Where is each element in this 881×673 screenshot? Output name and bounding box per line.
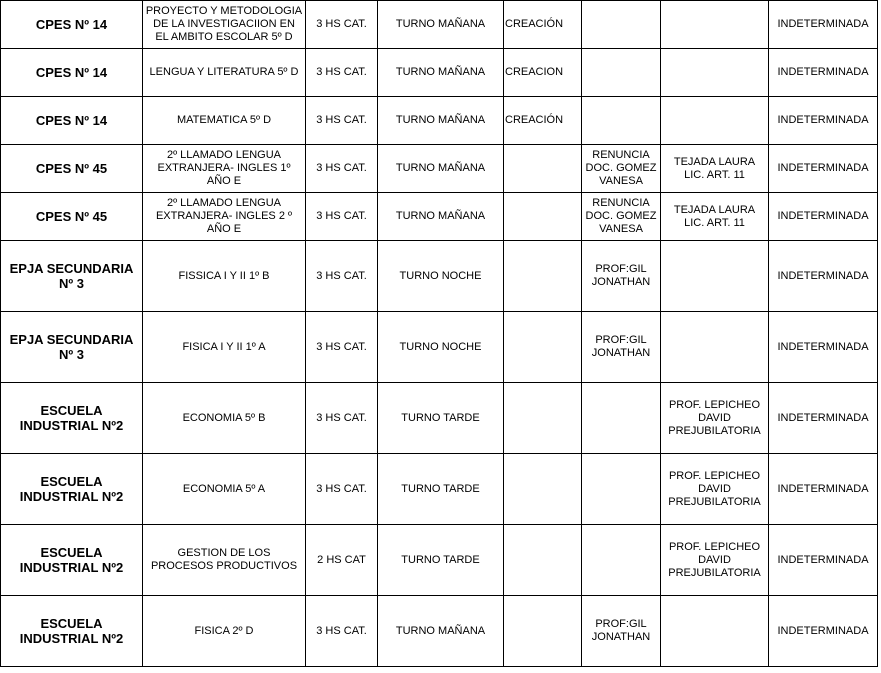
reason-cell: RENUNCIA DOC. GOMEZ VANESA (582, 145, 661, 193)
duration-cell: INDETERMINADA (769, 193, 878, 241)
table-row (1, 97, 878, 145)
reason-cell (582, 525, 661, 596)
replaced-cell: TEJADA LAURA LIC. ART. 11 (661, 145, 769, 193)
duration-cell: INDETERMINADA (769, 1, 878, 49)
hours-cell: 3 HS CAT. (306, 596, 378, 667)
subject-cell: FISICA 2º D (143, 596, 306, 667)
reason-cell (582, 97, 661, 145)
duration-cell: INDETERMINADA (769, 241, 878, 312)
type-cell (504, 454, 582, 525)
shift-cell: TURNO MAÑANA (378, 97, 504, 145)
school-cell: EPJA SECUNDARIA Nº 3 (1, 312, 143, 383)
hours-cell: 3 HS CAT. (306, 454, 378, 525)
duration-cell: INDETERMINADA (769, 454, 878, 525)
hours-cell: 3 HS CAT. (306, 383, 378, 454)
type-cell: CREACIÓN (504, 97, 582, 145)
table-row (1, 525, 878, 596)
replaced-cell (661, 312, 769, 383)
shift-cell: TURNO NOCHE (378, 241, 504, 312)
replaced-cell (661, 97, 769, 145)
school-cell: ESCUELA INDUSTRIAL Nº2 (1, 454, 143, 525)
subject-cell: FISICA I Y II 1º A (143, 312, 306, 383)
duration-cell: INDETERMINADA (769, 49, 878, 97)
replaced-cell (661, 1, 769, 49)
shift-cell: TURNO MAÑANA (378, 193, 504, 241)
table-row (1, 1, 878, 49)
type-cell (504, 241, 582, 312)
subject-cell: 2º LLAMADO LENGUA EXTRANJERA- INGLES 1º AÑO E (143, 145, 306, 193)
type-cell: CREACION (504, 49, 582, 97)
reason-cell (582, 383, 661, 454)
reason-cell: PROF:GIL JONATHAN (582, 241, 661, 312)
reason-cell: RENUNCIA DOC. GOMEZ VANESA (582, 193, 661, 241)
replaced-cell: PROF. LEPICHEO DAVID PREJUBILATORIA (661, 525, 769, 596)
replaced-cell (661, 596, 769, 667)
subject-cell: ECONOMIA 5º A (143, 454, 306, 525)
reason-cell: PROF:GIL JONATHAN (582, 312, 661, 383)
table-row (1, 383, 878, 454)
school-cell: CPES Nº 45 (1, 193, 143, 241)
duration-cell: INDETERMINADA (769, 383, 878, 454)
shift-cell: TURNO MAÑANA (378, 49, 504, 97)
subject-cell: LENGUA Y LITERATURA 5º D (143, 49, 306, 97)
replaced-cell: PROF. LEPICHEO DAVID PREJUBILATORIA (661, 454, 769, 525)
shift-cell: TURNO TARDE (378, 525, 504, 596)
type-cell (504, 193, 582, 241)
subject-cell: PROYECTO Y METODOLOGIA DE LA INVESTIGACIION EN EL AMBITO ESCOLAR 5º D (143, 1, 306, 49)
reason-cell (582, 454, 661, 525)
table-row (1, 193, 878, 241)
type-cell (504, 525, 582, 596)
replaced-cell (661, 241, 769, 312)
school-cell: CPES Nº 14 (1, 49, 143, 97)
shift-cell: TURNO MAÑANA (378, 145, 504, 193)
school-cell: CPES Nº 14 (1, 1, 143, 49)
shift-cell: TURNO TARDE (378, 383, 504, 454)
hours-cell: 3 HS CAT. (306, 1, 378, 49)
type-cell: CREACIÓN (504, 1, 582, 49)
type-cell (504, 145, 582, 193)
subject-cell: MATEMATICA 5º D (143, 97, 306, 145)
school-cell: ESCUELA INDUSTRIAL Nº2 (1, 596, 143, 667)
hours-cell: 3 HS CAT. (306, 193, 378, 241)
shift-cell: TURNO MAÑANA (378, 1, 504, 49)
hours-cell: 3 HS CAT. (306, 312, 378, 383)
replaced-cell: TEJADA LAURA LIC. ART. 11 (661, 193, 769, 241)
hours-cell: 3 HS CAT. (306, 241, 378, 312)
type-cell (504, 312, 582, 383)
duration-cell: INDETERMINADA (769, 525, 878, 596)
shift-cell: TURNO TARDE (378, 454, 504, 525)
table-row (1, 312, 878, 383)
duration-cell: INDETERMINADA (769, 97, 878, 145)
shift-cell: TURNO NOCHE (378, 312, 504, 383)
shift-cell: TURNO MAÑANA (378, 596, 504, 667)
school-cell: EPJA SECUNDARIA Nº 3 (1, 241, 143, 312)
duration-cell: INDETERMINADA (769, 145, 878, 193)
subject-cell: ECONOMIA 5º B (143, 383, 306, 454)
table-row (1, 49, 878, 97)
hours-cell: 2 HS CAT (306, 525, 378, 596)
school-cell: CPES Nº 14 (1, 97, 143, 145)
subject-cell: 2º LLAMADO LENGUA EXTRANJERA- INGLES 2 º AÑO E (143, 193, 306, 241)
hours-cell: 3 HS CAT. (306, 49, 378, 97)
subject-cell: GESTION DE LOS PROCESOS PRODUCTIVOS (143, 525, 306, 596)
reason-cell (582, 1, 661, 49)
table-row (1, 145, 878, 193)
reason-cell: PROF:GIL JONATHAN (582, 596, 661, 667)
school-cell: ESCUELA INDUSTRIAL Nº2 (1, 383, 143, 454)
type-cell (504, 383, 582, 454)
subject-cell: FISSICA I Y II 1º B (143, 241, 306, 312)
hours-cell: 3 HS CAT. (306, 97, 378, 145)
reason-cell (582, 49, 661, 97)
school-cell: CPES Nº 45 (1, 145, 143, 193)
replaced-cell: PROF. LEPICHEO DAVID PREJUBILATORIA (661, 383, 769, 454)
school-cell: ESCUELA INDUSTRIAL Nº2 (1, 525, 143, 596)
replaced-cell (661, 49, 769, 97)
duration-cell: INDETERMINADA (769, 596, 878, 667)
table-row (1, 454, 878, 525)
table-row (1, 596, 878, 667)
table-row (1, 241, 878, 312)
duration-cell: INDETERMINADA (769, 312, 878, 383)
hours-cell: 3 HS CAT. (306, 145, 378, 193)
type-cell (504, 596, 582, 667)
